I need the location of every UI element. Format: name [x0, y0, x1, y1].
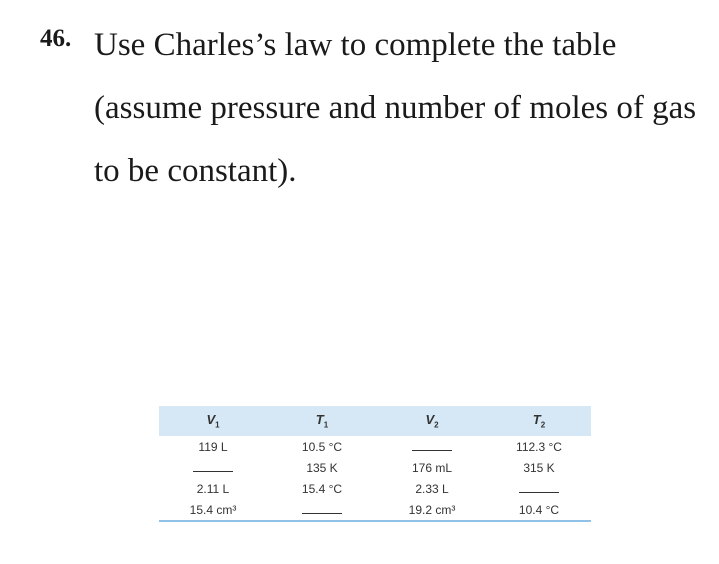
table-cell: 10.5 °C: [301, 439, 343, 454]
table-row: [159, 499, 591, 521]
table-cell: 19.2 cm³: [408, 502, 456, 517]
blank-answer-cell: [159, 457, 267, 478]
blank-answer-cell: [267, 499, 377, 521]
blank-line: [302, 505, 342, 514]
problem-block: [40, 14, 710, 203]
table-cell: 15.4 °C: [301, 481, 343, 496]
table-cell: 119 L: [198, 439, 228, 454]
header-v1: $V_1$: [206, 412, 220, 430]
blank-line: [412, 442, 452, 451]
table-cell: 315 K: [523, 460, 555, 475]
table-cell: 176 mL: [411, 460, 453, 475]
blank-line: [519, 484, 559, 493]
header-v2: $V_2$: [425, 412, 439, 430]
table-cell: 10.4 °C: [518, 502, 560, 517]
header-t1: $T_1$: [315, 412, 329, 430]
table-row: [159, 478, 591, 499]
charles-law-table: [159, 406, 591, 522]
header-t2: $T_2$: [532, 412, 546, 430]
problem-number: 46.: [40, 25, 72, 52]
blank-answer-cell: [487, 478, 591, 499]
table-cell: 135 K: [306, 460, 338, 475]
blank-answer-cell: [377, 436, 487, 457]
table-cell: 2.33 L: [415, 481, 449, 496]
table-cell: 15.4 cm³: [189, 502, 237, 517]
table-row: [159, 457, 591, 478]
table-row: [159, 436, 591, 457]
blank-line: [193, 463, 233, 472]
problem-text: Use Charles’s law to complete the table (assume pressure and number of moles of gas to be constant).: [94, 27, 697, 189]
table-cell: 2.11 L: [196, 481, 230, 496]
table-header-row: [159, 406, 591, 436]
table-cell: 112.3 °C: [516, 439, 562, 454]
